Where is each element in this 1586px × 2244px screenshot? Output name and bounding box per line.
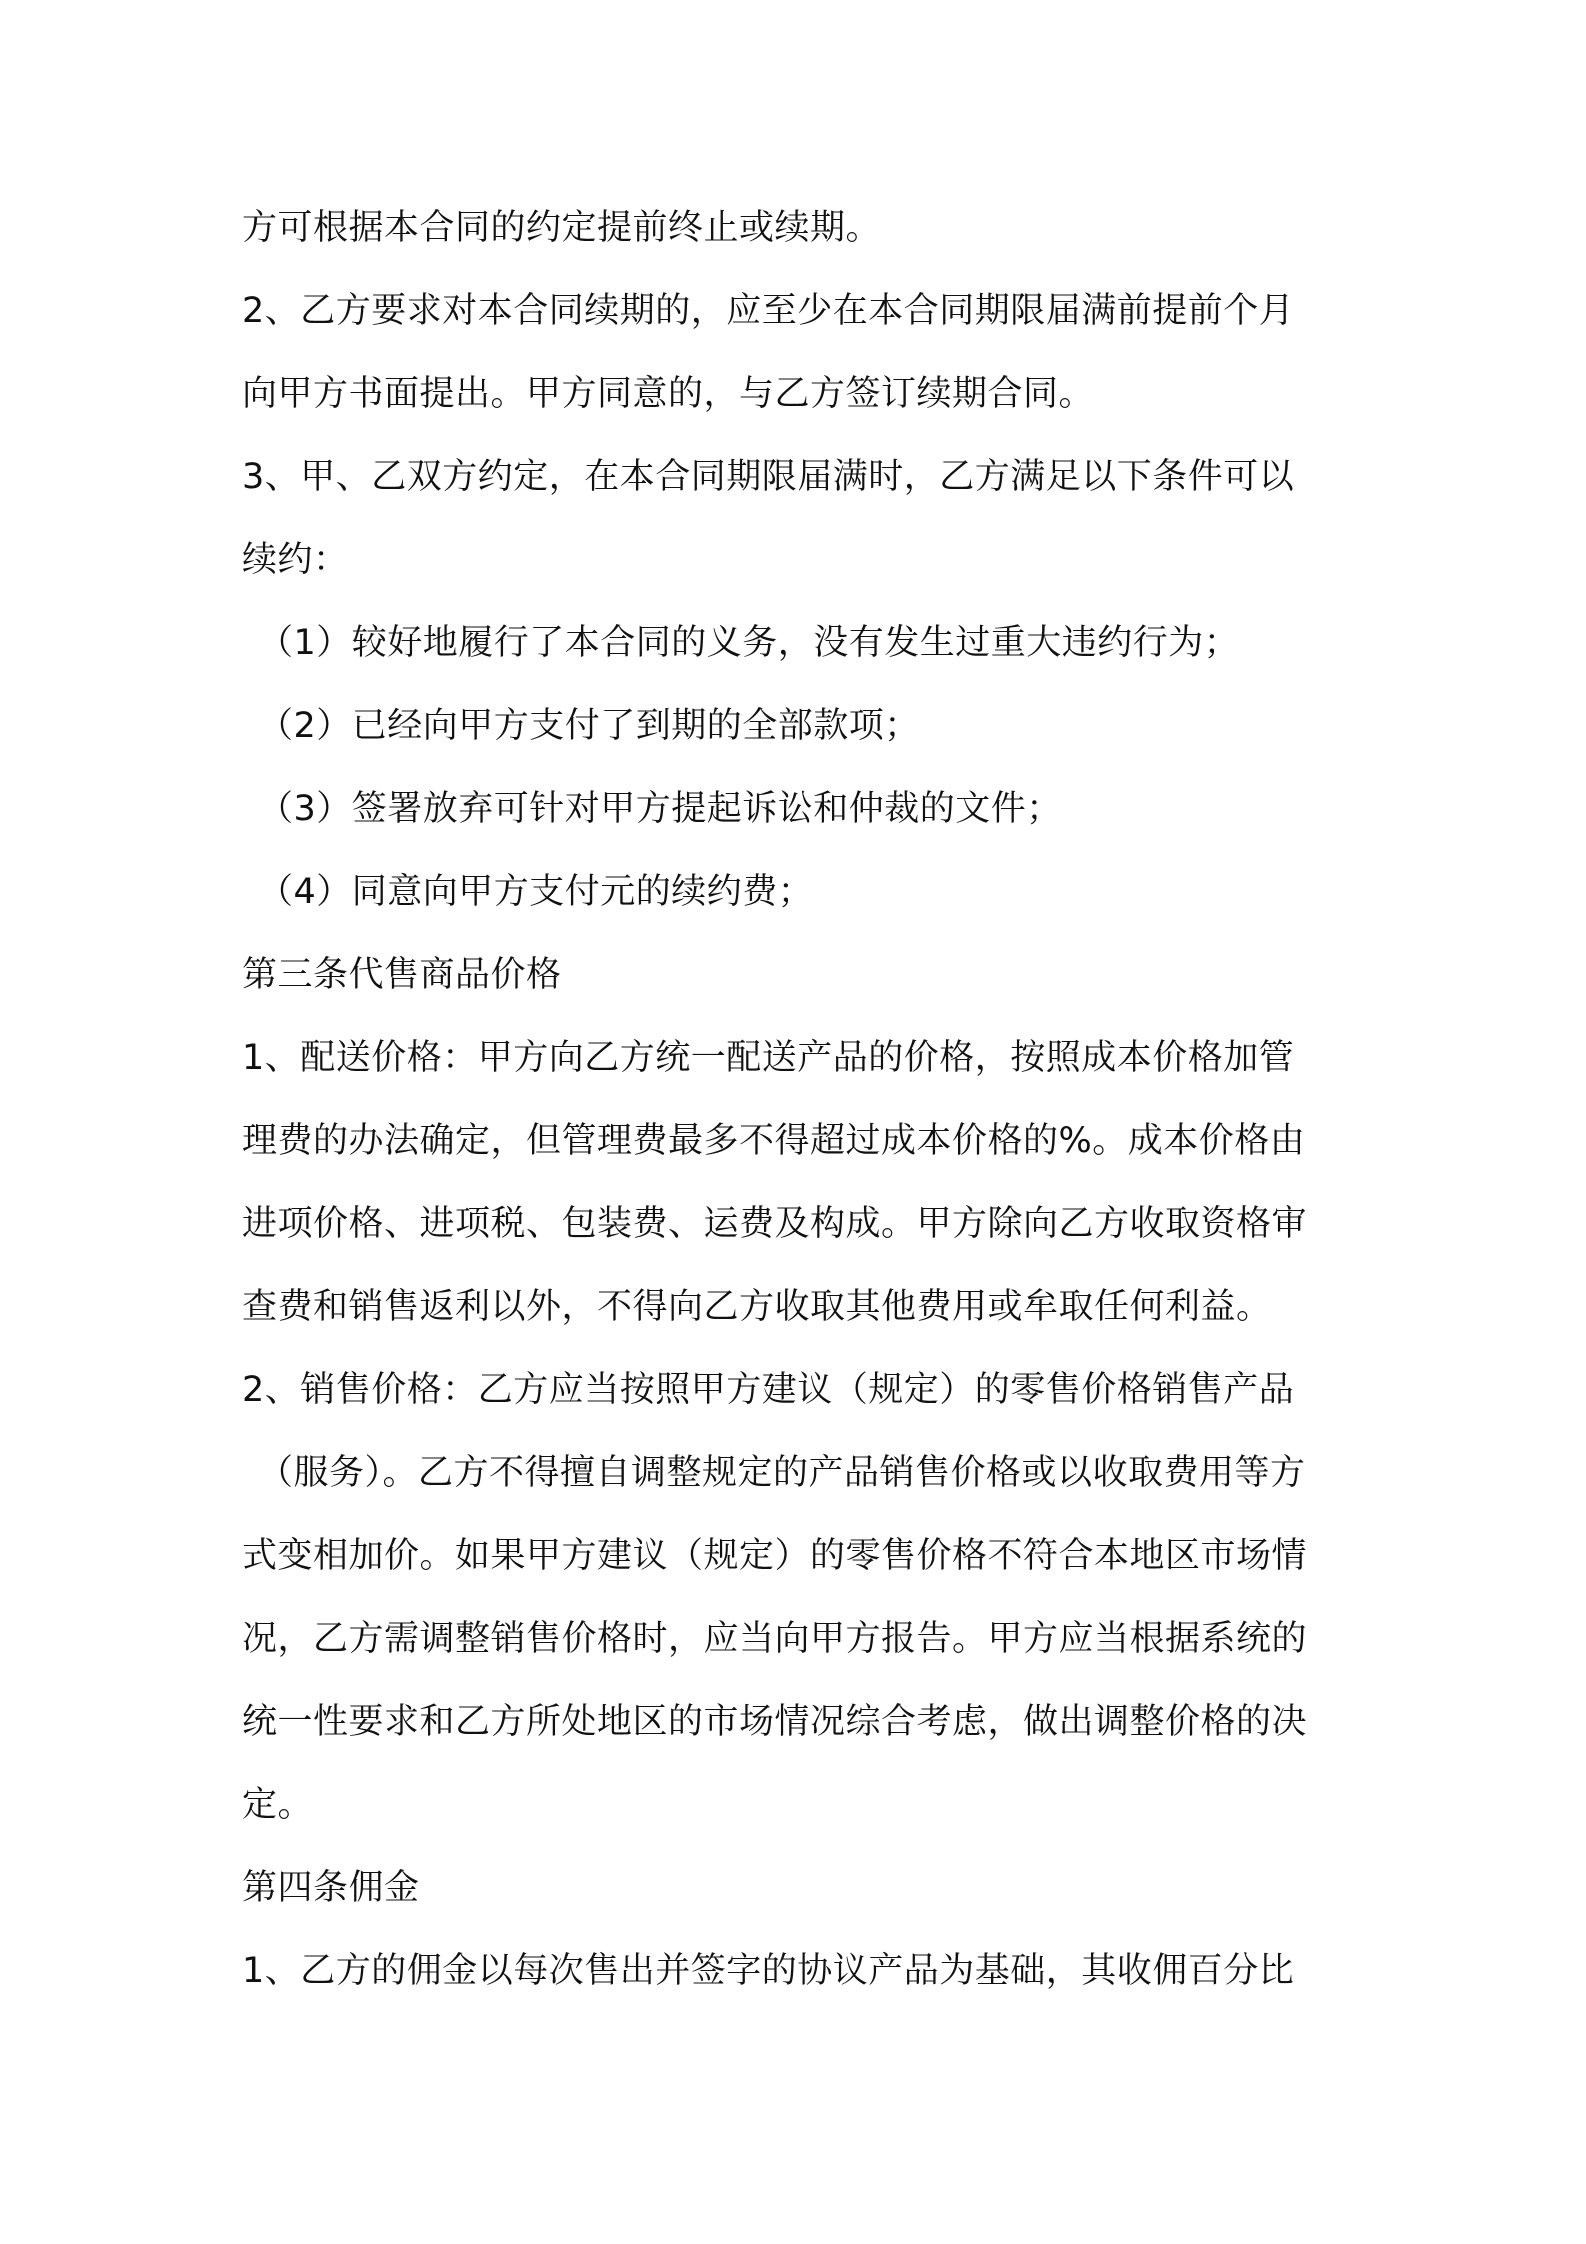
text-line: 统一性要求和乙方所处地区的市场情况综合考虑，做出调整价格的决: [242, 1702, 1308, 1742]
section-heading: 第三条代售商品价格: [242, 955, 562, 995]
text-line: 式变相加价。如果甲方建议（规定）的零售价格不符合本地区市场情: [242, 1536, 1308, 1576]
text-line: 1、乙方的佣金以每次售出并签字的协议产品为基础，其收佣百分比: [242, 1951, 1295, 1991]
text-line: 查费和销售返利以外，不得向乙方收取其他费用或牟取任何利益。: [242, 1287, 1272, 1327]
text-line: （1）较好地履行了本合同的义务，没有发生过重大违约行为；: [258, 623, 1240, 663]
text-line: 方可根据本合同的约定提前终止或续期。: [242, 208, 882, 248]
text-line: （3）签署放弃可针对甲方提起诉讼和仲裁的文件；: [258, 789, 1062, 829]
text-line: 理费的办法确定，但管理费最多不得超过成本价格的%。成本价格由: [242, 1121, 1306, 1161]
text-line: 向甲方书面提出。甲方同意的，与乙方签订续期合同。: [242, 374, 1095, 414]
text-line: 1、配送价格：甲方向乙方统一配送产品的价格，按照成本价格加管: [242, 1038, 1295, 1078]
text-line: 2、乙方要求对本合同续期的，应至少在本合同期限届满前提前个月: [242, 291, 1295, 331]
text-line: 进项价格、进项税、包装费、运费及构成。甲方除向乙方收取资格审: [242, 1204, 1308, 1244]
text-line: （2）已经向甲方支付了到期的全部款项；: [258, 706, 920, 746]
text-line: （4）同意向甲方支付元的续约费；: [258, 872, 814, 912]
text-line: 定。: [242, 1785, 314, 1825]
text-line: 2、销售价格：乙方应当按照甲方建议（规定）的零售价格销售产品: [242, 1370, 1295, 1410]
text-line: 况，乙方需调整销售价格时，应当向甲方报告。甲方应当根据系统的: [242, 1619, 1308, 1659]
text-line: （服务）。乙方不得擅自调整规定的产品销售价格或以收取费用等方: [258, 1453, 1306, 1493]
text-line: 3、甲、乙双方约定，在本合同期限届满时，乙方满足以下条件可以: [242, 457, 1295, 497]
section-heading: 第四条佣金: [242, 1868, 420, 1908]
text-line: 续约：: [242, 540, 349, 580]
